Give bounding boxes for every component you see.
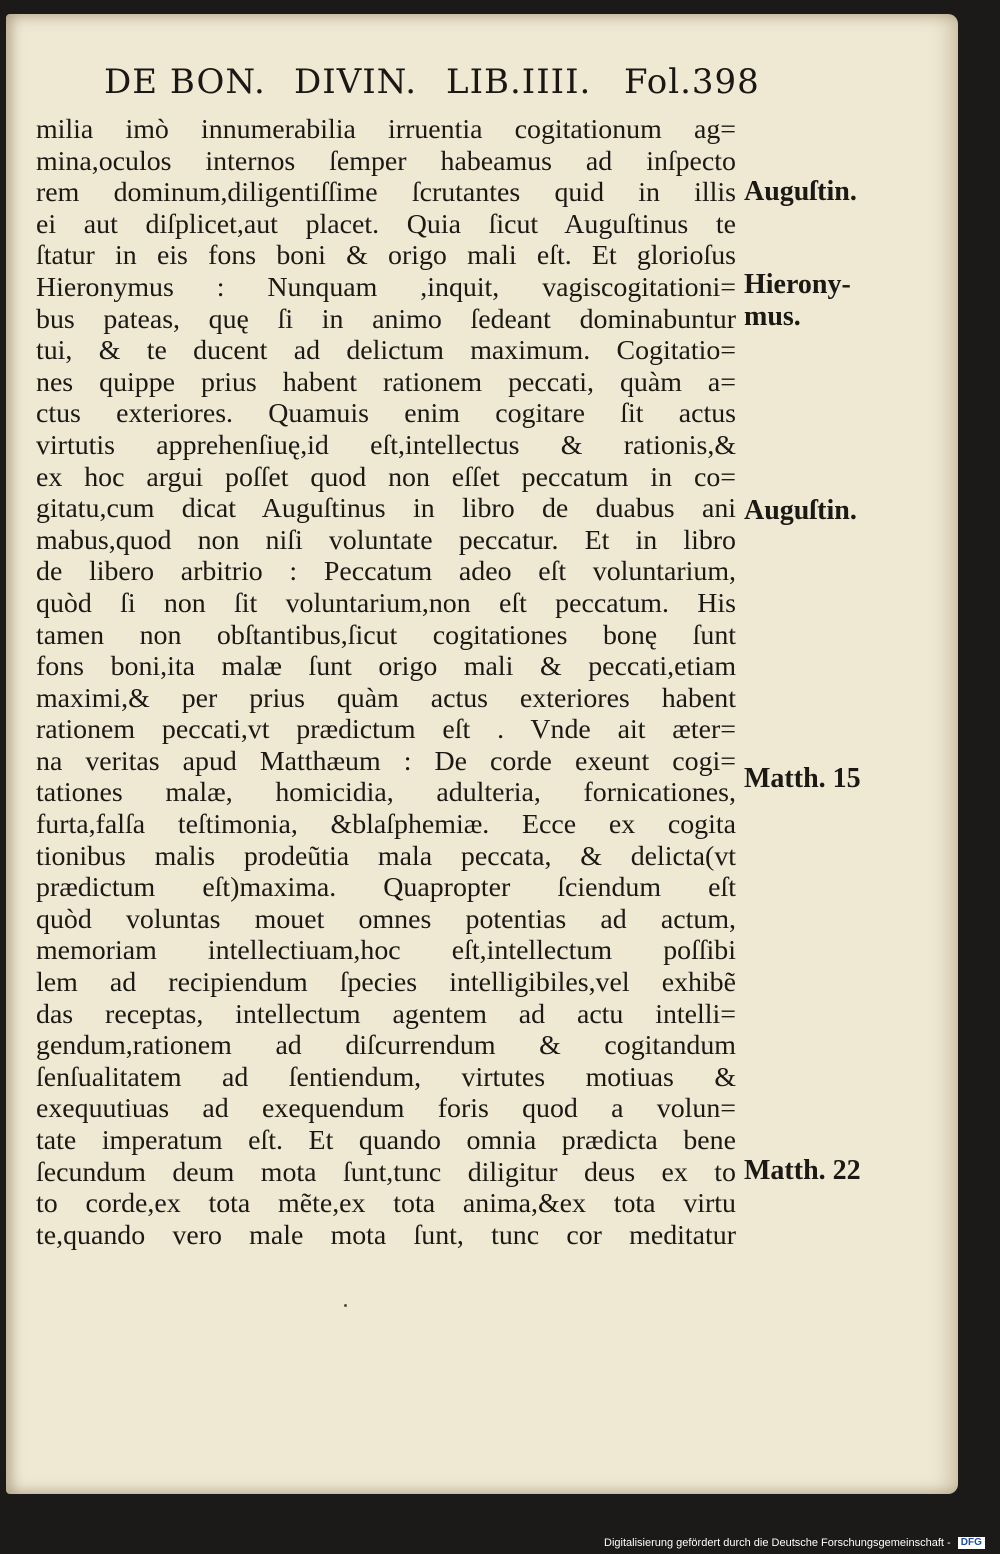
body-text xyxy=(36,114,736,1251)
text-line: mina,oculos internos ſemper habeamus ad inſpecto xyxy=(36,145,736,177)
text-line: ſecundum deum mota ſunt,tunc diligitur deus ex to xyxy=(36,1156,736,1188)
text-line: tationes malæ, homicidia, adulteria, fornicationes, xyxy=(36,777,736,809)
text-line: bus pateas, quę ſi in animo ſedeant dominabuntur xyxy=(36,303,736,335)
text-line: nes quippe prius habent rationem peccati, quàm a= xyxy=(36,366,736,398)
text-line: exequutiuas ad exequendum foris quod a volun= xyxy=(36,1093,736,1125)
text-line: memoriam intellectiuam,hoc eſt,intellectum poſſibi xyxy=(36,935,736,967)
text-line: quòd ſi non ſit voluntarium,non eſt peccatum. His xyxy=(36,587,736,619)
dfg-logo-icon: DFG xyxy=(958,1537,985,1549)
text-line: fons boni,ita malæ ſunt origo mali & peccati,etiam xyxy=(36,651,736,683)
text-line: de libero arbitrio : Peccatum adeo eſt voluntarium, xyxy=(36,556,736,588)
book-page xyxy=(6,14,958,1494)
margin-note-matthew-22: Matth. 22 xyxy=(744,1155,861,1186)
text-line: te,quando vero male mota ſunt, tunc cor meditatur xyxy=(36,1219,736,1251)
text-line: das receptas, intellectum agentem ad actu intelli= xyxy=(36,998,736,1030)
running-head-middle: DIVIN. xyxy=(294,62,418,102)
digitization-credit-text: Digitalisierung gefördert durch die Deutsche Forschungsgemeinschaft - xyxy=(604,1537,951,1549)
text-line: maximi,& per prius quàm actus exteriores habent xyxy=(36,682,736,714)
running-head xyxy=(104,62,760,110)
text-line: gendum,rationem ad diſcurrendum & cogitandum xyxy=(36,1030,736,1062)
text-line: lem ad recipiendum ſpecies intelligibiles,vel exhibẽ xyxy=(36,967,736,999)
text-line: tate imperatum eſt. Et quando omnia prædicta bene xyxy=(36,1125,736,1156)
digitization-credit xyxy=(604,1537,994,1551)
margin-note-augustinus-2: Auguſtin. xyxy=(744,495,857,526)
text-line: tionibus malis prodeũtia mala peccata, & delicta(vt xyxy=(36,840,736,872)
text-line: ei aut diſplicet,aut placet. Quia ſicut Auguſtinus te xyxy=(36,208,736,240)
running-head-book: LIB.IIII. xyxy=(446,62,592,102)
text-line: rationem peccati,vt prædictum eſt . Vnde ait æter= xyxy=(36,714,736,746)
text-line: prædictum eſt)maxima. Quapropter ſciendum eſt xyxy=(36,872,736,904)
text-line: na veritas apud Matthæum : De corde exeunt cogi= xyxy=(36,745,736,777)
margin-note-augustinus-1: Auguſtin. xyxy=(744,176,857,207)
text-line: tamen non obſtantibus,ſicut cogitationes bonę ſunt xyxy=(36,619,736,651)
text-line: to corde,ex tota mẽte,ex tota anima,&ex tota virtu xyxy=(36,1188,736,1220)
text-line: quòd voluntas mouet omnes potentias ad actum, xyxy=(36,903,736,935)
text-line: tui, & te ducent ad delictum maximum. Cogitatio= xyxy=(36,335,736,367)
paper-speck xyxy=(344,1304,347,1307)
text-line: Hieronymus : Nunquam ,inquit, vagiscogitationi= xyxy=(36,271,736,303)
text-line: gitatu,cum dicat Auguſtinus in libro de duabus ani xyxy=(36,493,736,525)
text-line: ſenſualitatem ad ſentiendum, virtutes motiuas & xyxy=(36,1061,736,1093)
text-line: virtutis apprehenſiuę,id eſt,intellectus & rationis,& xyxy=(36,429,736,461)
margin-note-hieronymus-2: mus. xyxy=(744,301,801,332)
margin-note-matthew-15: Matth. 15 xyxy=(744,763,861,794)
margin-note-hieronymus-1: Hierony- xyxy=(744,269,851,300)
text-line: ex hoc argui poſſet quod non eſſet peccatum in co= xyxy=(36,461,736,493)
running-head-left: DE BON. xyxy=(104,62,266,102)
text-line: ſtatur in eis fons boni & origo mali eſt. Et glorioſus xyxy=(36,240,736,272)
text-line: rem dominum,diligentiſſime ſcrutantes quid in illis xyxy=(36,177,736,209)
text-line: mabus,quod non niſi voluntate peccatur. Et in libro xyxy=(36,524,736,556)
text-line: furta,falſa teſtimonia, &blaſphemiæ. Ecce ex cogita xyxy=(36,809,736,841)
text-line: milia imò innumerabilia irruentia cogitationum ag= xyxy=(36,114,736,145)
text-line: ctus exteriores. Quamuis enim cogitare ſit actus xyxy=(36,398,736,430)
folio-number: Fol.398 xyxy=(624,62,760,102)
